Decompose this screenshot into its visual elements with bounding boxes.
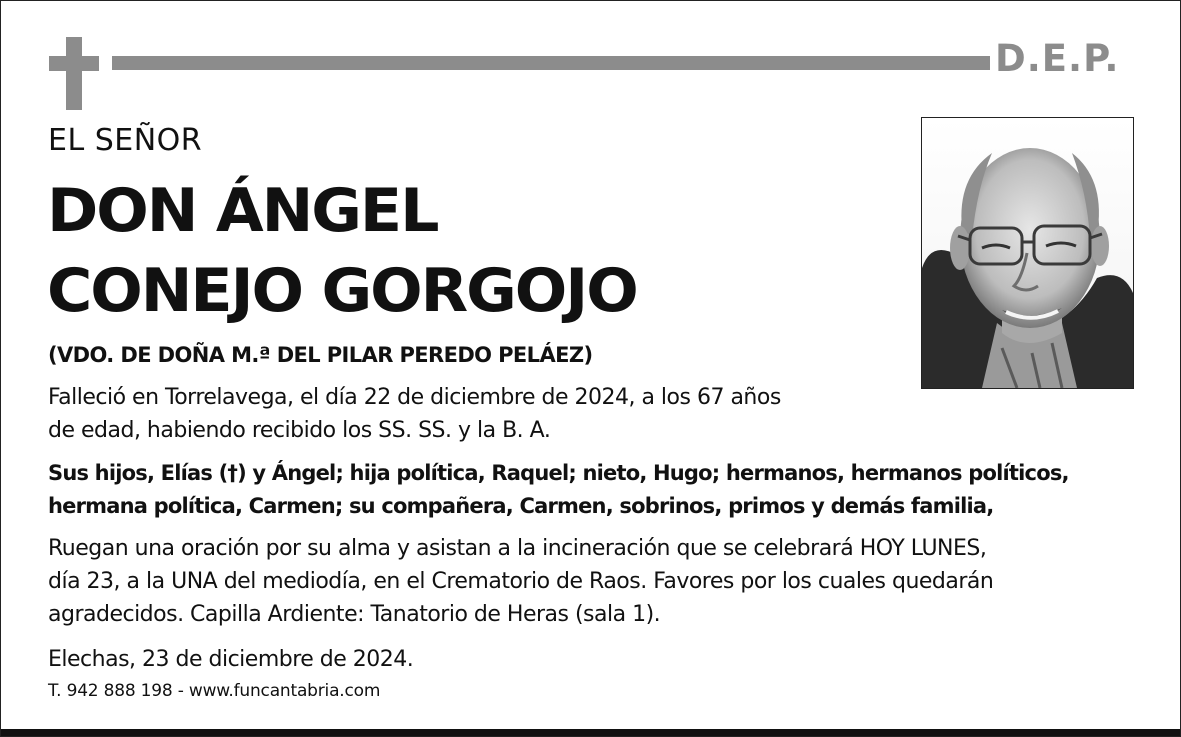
title-prefix: EL SEÑOR: [48, 123, 203, 158]
request-line-3: agradecidos. Capilla Ardiente: Tanatorio de Heras (sala 1).: [48, 602, 661, 627]
portrait-photo: [921, 117, 1134, 389]
deceased-name: [47, 171, 637, 331]
cross-icon: [49, 37, 99, 110]
family-line-2: hermana política, Carmen; su compañera, Carmen, sobrinos, primos y demás familia,: [48, 494, 994, 518]
widow-of-line: (VDO. DE DOÑA M.ª DEL PILAR PEREDO PELÁEZ): [48, 343, 593, 367]
deceased-name-line2: CONEJO GORGOJO: [47, 256, 637, 326]
request-line-2: día 23, a la UNA del mediodía, en el Crematorio de Raos. Favores por los cuales quedarán: [48, 569, 994, 594]
header-rule: [112, 56, 990, 70]
death-line-1: Falleció en Torrelavega, el día 22 de diciembre de 2024, a los 67 años: [48, 385, 781, 410]
death-line-2: de edad, habiendo recibido los SS. SS. y la B. A.: [48, 418, 551, 443]
family-line-1: Sus hijos, Elías (†) y Ángel; hija política, Raquel; nieto, Hugo; hermanos, hermanos políticos,: [48, 461, 1069, 485]
bottom-bar: [1, 729, 1180, 736]
contact-line: T. 942 888 198 - www.funcantabria.com: [48, 681, 381, 701]
place-date: Elechas, 23 de diciembre de 2024.: [48, 647, 414, 672]
request-line-1: Ruegan una oración por su alma y asistan a la incineración que se celebrará HOY LUNES,: [48, 536, 987, 561]
deceased-name-line1: DON ÁNGEL: [47, 176, 438, 246]
dep-heading: D.E.P.: [995, 37, 1120, 80]
